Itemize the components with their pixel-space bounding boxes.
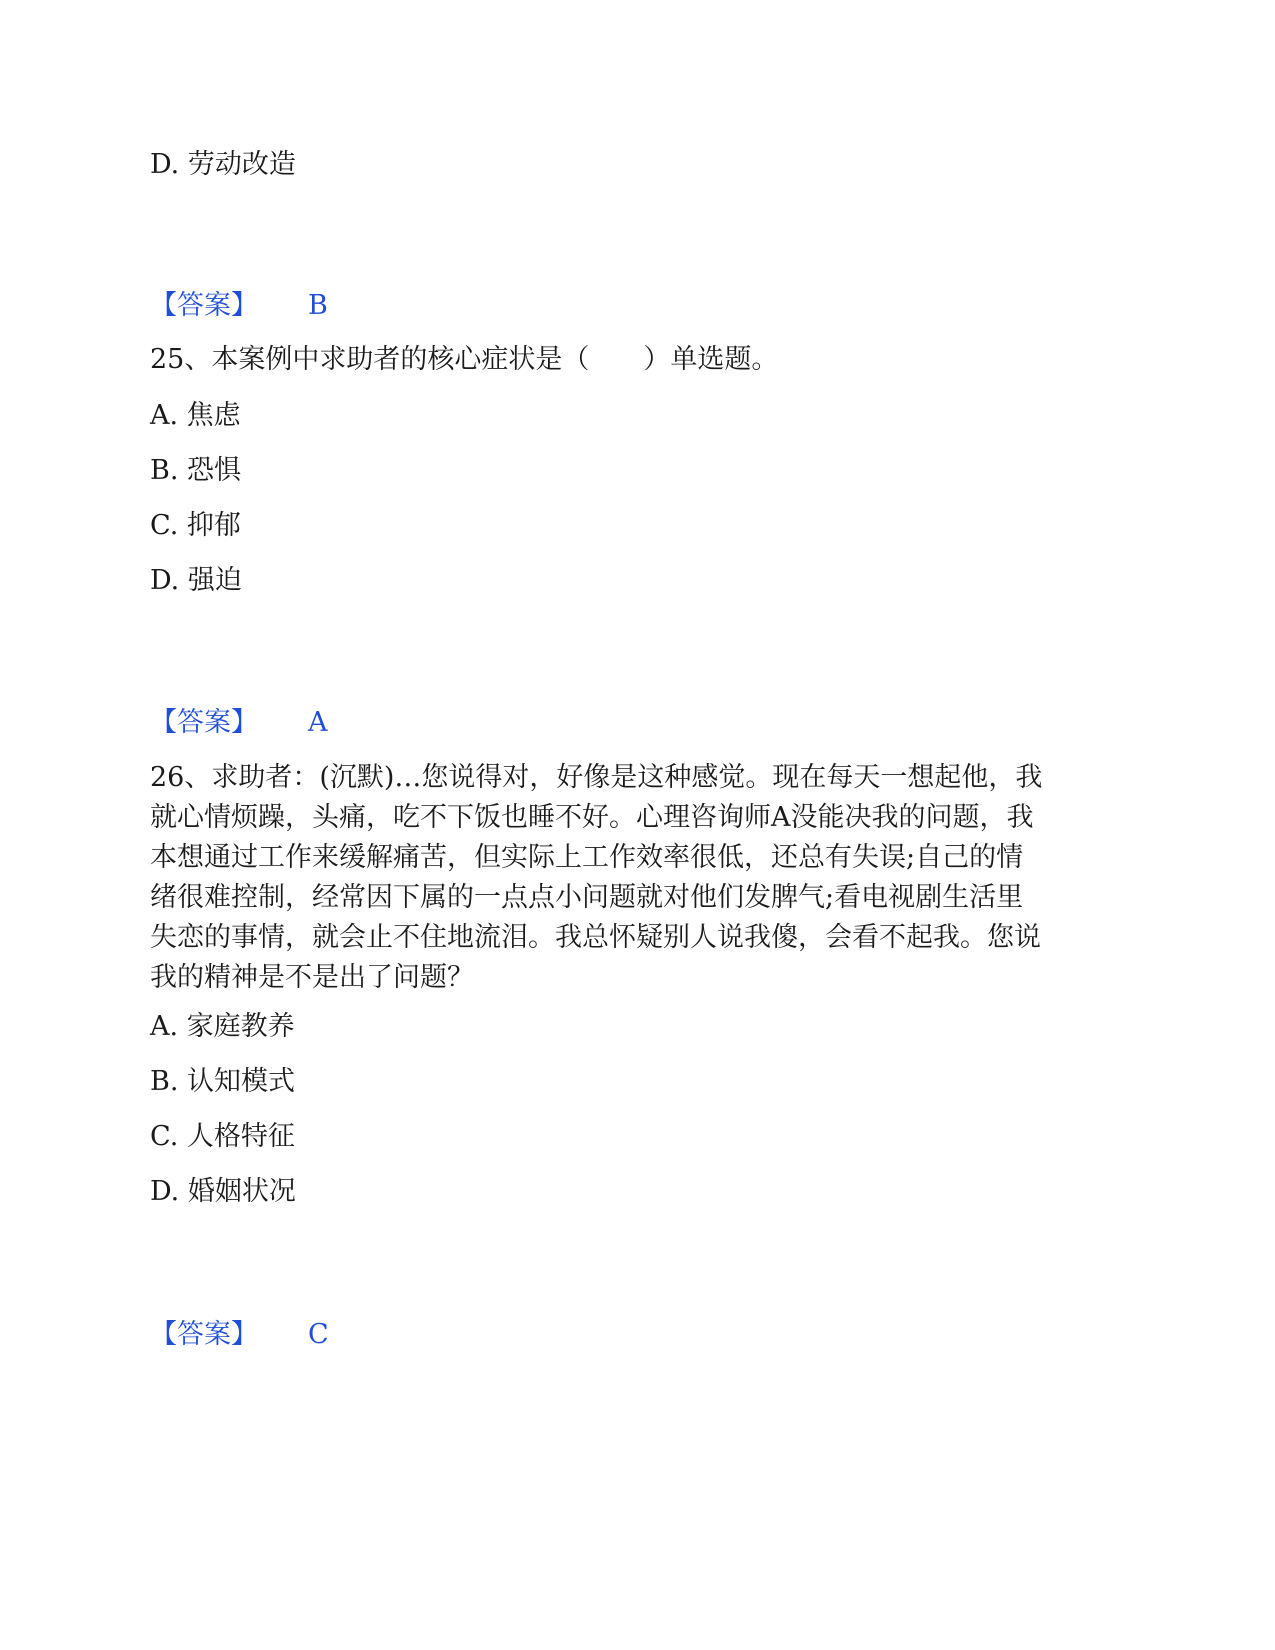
q25-question: 25、本案例中求助者的核心症状是（ ）单选题。 bbox=[150, 344, 779, 375]
q24-option-d: D. 劳动改造 bbox=[150, 149, 296, 180]
q26-answer bbox=[150, 1315, 329, 1355]
q26-question-line: 26、求助者：(沉默)…您说得对，好像是这种感觉。现在每天一想起他，我 bbox=[150, 762, 1043, 793]
q26-option-b: B. 认知模式 bbox=[150, 1066, 296, 1097]
q26-question-line: 我的精神是不是出了问题？ bbox=[150, 962, 474, 993]
q25-option-b: B. 恐惧 bbox=[150, 455, 242, 486]
q25-option-c: C. 抑郁 bbox=[150, 510, 241, 541]
answer-value: B bbox=[308, 290, 328, 321]
answer-value: C bbox=[308, 1319, 329, 1350]
q25-answer bbox=[150, 703, 328, 743]
answer-label: 【答案】 bbox=[150, 707, 258, 738]
q25-option-d: D. 强迫 bbox=[150, 565, 242, 596]
q26-question-line: 就心情烦躁，头痛，吃不下饭也睡不好。心理咨询师A没能决我的问题，我 bbox=[150, 802, 1034, 833]
answer-label: 【答案】 bbox=[150, 290, 258, 321]
q26-question bbox=[150, 758, 1120, 998]
q26-question-line: 本想通过工作来缓解痛苦，但实际上工作效率很低，还总有失误;自己的情 bbox=[150, 842, 1024, 873]
answer-label: 【答案】 bbox=[150, 1319, 258, 1350]
q26-question-line: 失恋的事情，就会止不住地流泪。我总怀疑别人说我傻，会看不起我。您说 bbox=[150, 922, 1041, 953]
q24-answer bbox=[150, 286, 328, 326]
q25-option-a: A. 焦虑 bbox=[150, 400, 241, 431]
answer-value: A bbox=[308, 707, 328, 738]
q26-question-line: 绪很难控制，经常因下属的一点点小问题就对他们发脾气;看电视剧生活里 bbox=[150, 882, 1024, 913]
q26-option-a: A. 家庭教养 bbox=[150, 1011, 295, 1042]
q26-option-d: D. 婚姻状况 bbox=[150, 1176, 296, 1207]
q26-option-c: C. 人格特征 bbox=[150, 1121, 295, 1152]
